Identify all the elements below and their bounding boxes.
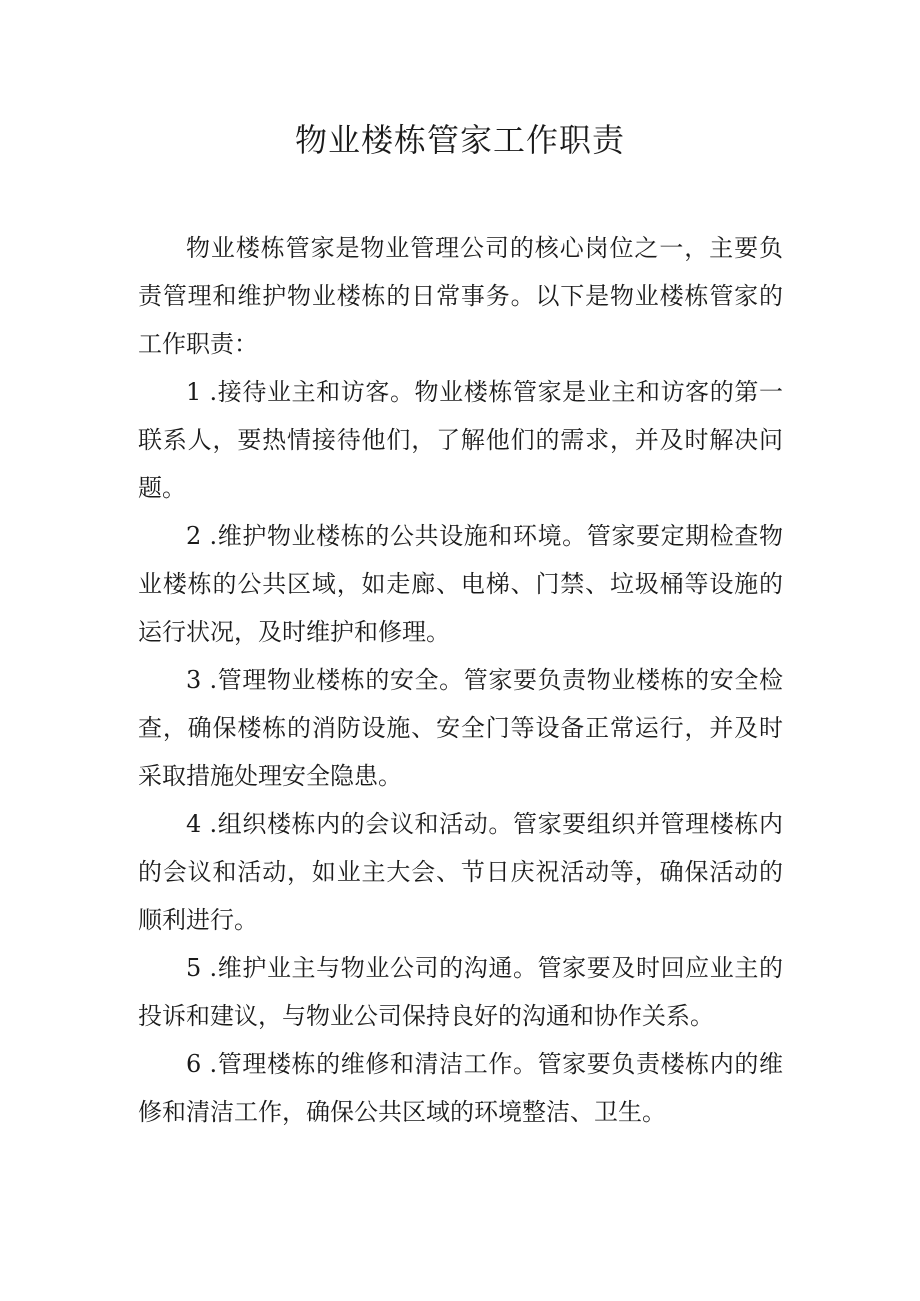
list-item	[138, 512, 783, 656]
list-item	[138, 656, 783, 800]
item-text: .组织楼栋内的会议和活动。管家要组织并管理楼栋内的会议和活动，如业主大会、节日庆祝活动等，确保活动的顺利进行。	[138, 810, 783, 934]
item-number: 5	[186, 954, 202, 982]
list-item	[138, 368, 783, 512]
list-item	[138, 800, 783, 944]
intro-paragraph: 物业楼栋管家是物业管理公司的核心岗位之一，主要负责管理和维护物业楼栋的日常事务。以下是物业楼栋管家的工作职责：	[138, 234, 783, 358]
item-text: .维护业主与物业公司的沟通。管家要及时回应业主的投诉和建议，与物业公司保持良好的沟通和协作关系。	[138, 954, 783, 1030]
list-item	[138, 1040, 783, 1136]
item-text: .管理物业楼栋的安全。管家要负责物业楼栋的安全检查，确保楼栋的消防设施、安全门等设备正常运行，并及时采取措施处理安全隐患。	[138, 666, 783, 790]
item-text: .维护物业楼栋的公共设施和环境。管家要定期检查物业楼栋的公共区域，如走廊、电梯、门禁、垃圾桶等设施的运行状况，及时维护和修理。	[138, 522, 783, 646]
item-text: .管理楼栋的维修和清洁工作。管家要负责楼栋内的维修和清洁工作，确保公共区域的环境整洁、卫生。	[138, 1050, 783, 1126]
document-title: 物业楼栋管家工作职责	[294, 121, 625, 159]
item-number: 2	[186, 522, 202, 550]
item-number: 4	[186, 810, 202, 838]
item-number: 3	[186, 666, 202, 694]
item-number: 6	[186, 1050, 202, 1078]
list-item	[138, 944, 783, 1040]
document-body	[138, 224, 783, 1136]
item-text: .接待业主和访客。物业楼栋管家是业主和访客的第一联系人，要热情接待他们，了解他们的需求，并及时解决问题。	[138, 378, 783, 502]
item-number: 1	[186, 378, 202, 406]
